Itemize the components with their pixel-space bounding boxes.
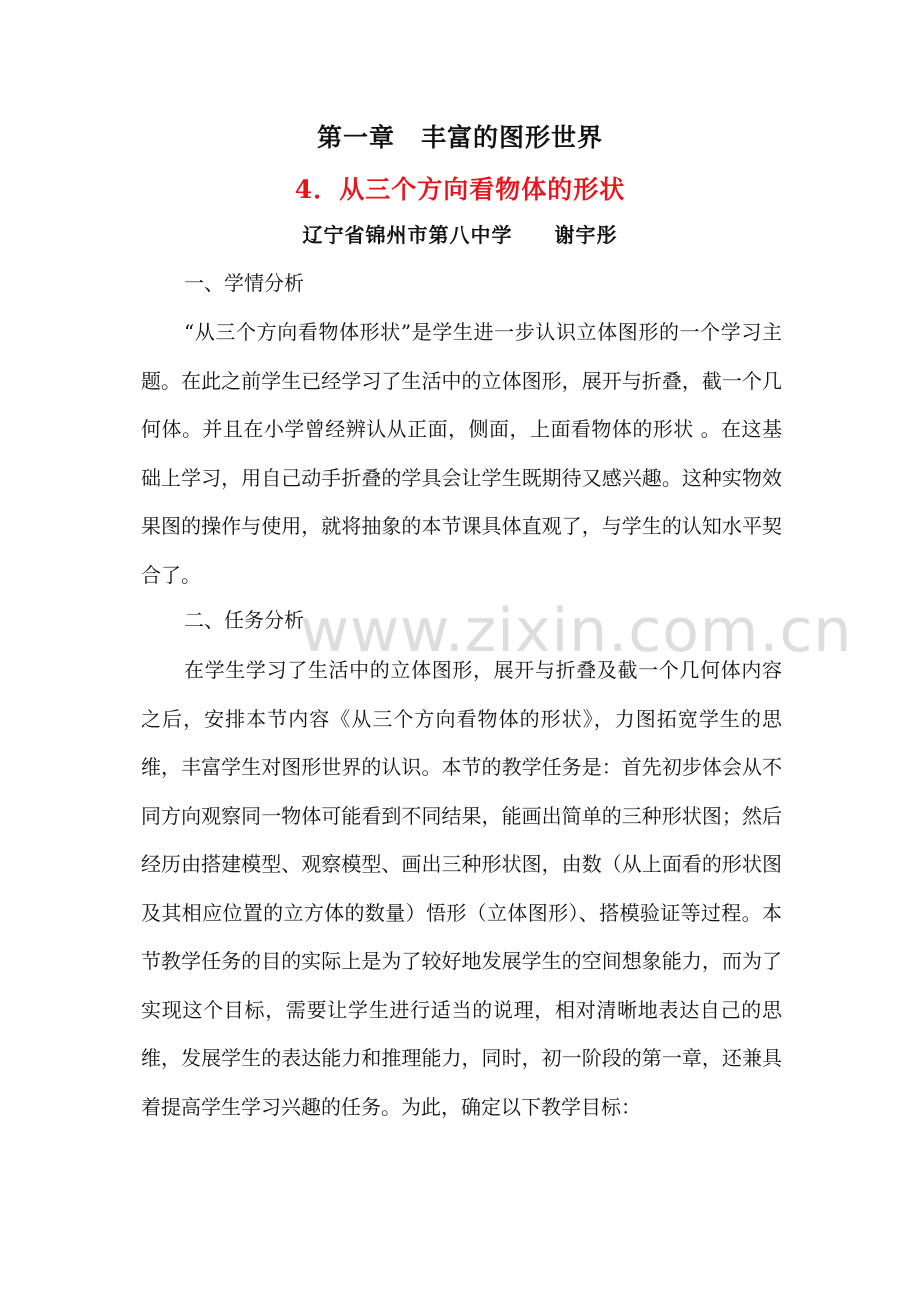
section-paragraph-task-analysis: 在学生学习了生活中的立体图形，展开与折叠及截一个几何体内容之后，安排本节内容《从三个方向看物体的形状》，力图拓宽学生的思维，丰富学生对图形世界的认识。本节的教学任务是：首先初步体会从不同方向观察同一物体可能看到不同结果，能画出简单的三种形状图；然后经历由搭建模型、观察模型、画出三种形状图，由数（从上面看的形状图及其相应位置的立方体的数量）悟形（立体图形）、搭模验证等过程。本节教学任务的目的实际上是为了较好地发展学生的空间想象能力，而为了实现这个目标，需要让学生进行适当的说理，相对清晰地表达自己的思维，发展学生的表达能力和推理能力，同时，初一阶段的第一章，还兼具着提高学生学习兴趣的任务。为此，确定以下教学目标： [141, 658, 782, 1119]
lesson-title: 4．从三个方向看物体的形状 [294, 175, 626, 204]
chapter-title: 第一章 丰富的图形世界 [316, 123, 603, 152]
author-name: 谢宇彤 [554, 223, 618, 247]
author-line [0, 219, 920, 248]
section-heading-learning-analysis: 一、学情分析 [184, 271, 304, 295]
watermark: www.zixin.com.cn [300, 596, 853, 666]
section-heading-task-analysis: 二、任务分析 [184, 608, 304, 632]
section-paragraph-learning-analysis: “从三个方向看物体形状”是学生进一步认识立体图形的一个学习主题。在此之前学生已经学习了生活中的立体图形，展开与折叠，截一个几何体。并且在小学曾经辨认从正面，侧面，上面看物体的形状 。在这基础上学习，用自己动手折叠的学具会让学生既期待又感兴趣。这种实物效果图的操作与使用，就将抽象的本节课具体直观了，与学生的认知水平契合了。 [141, 320, 782, 587]
author-school: 辽宁省锦州市第八中学 [302, 223, 513, 247]
